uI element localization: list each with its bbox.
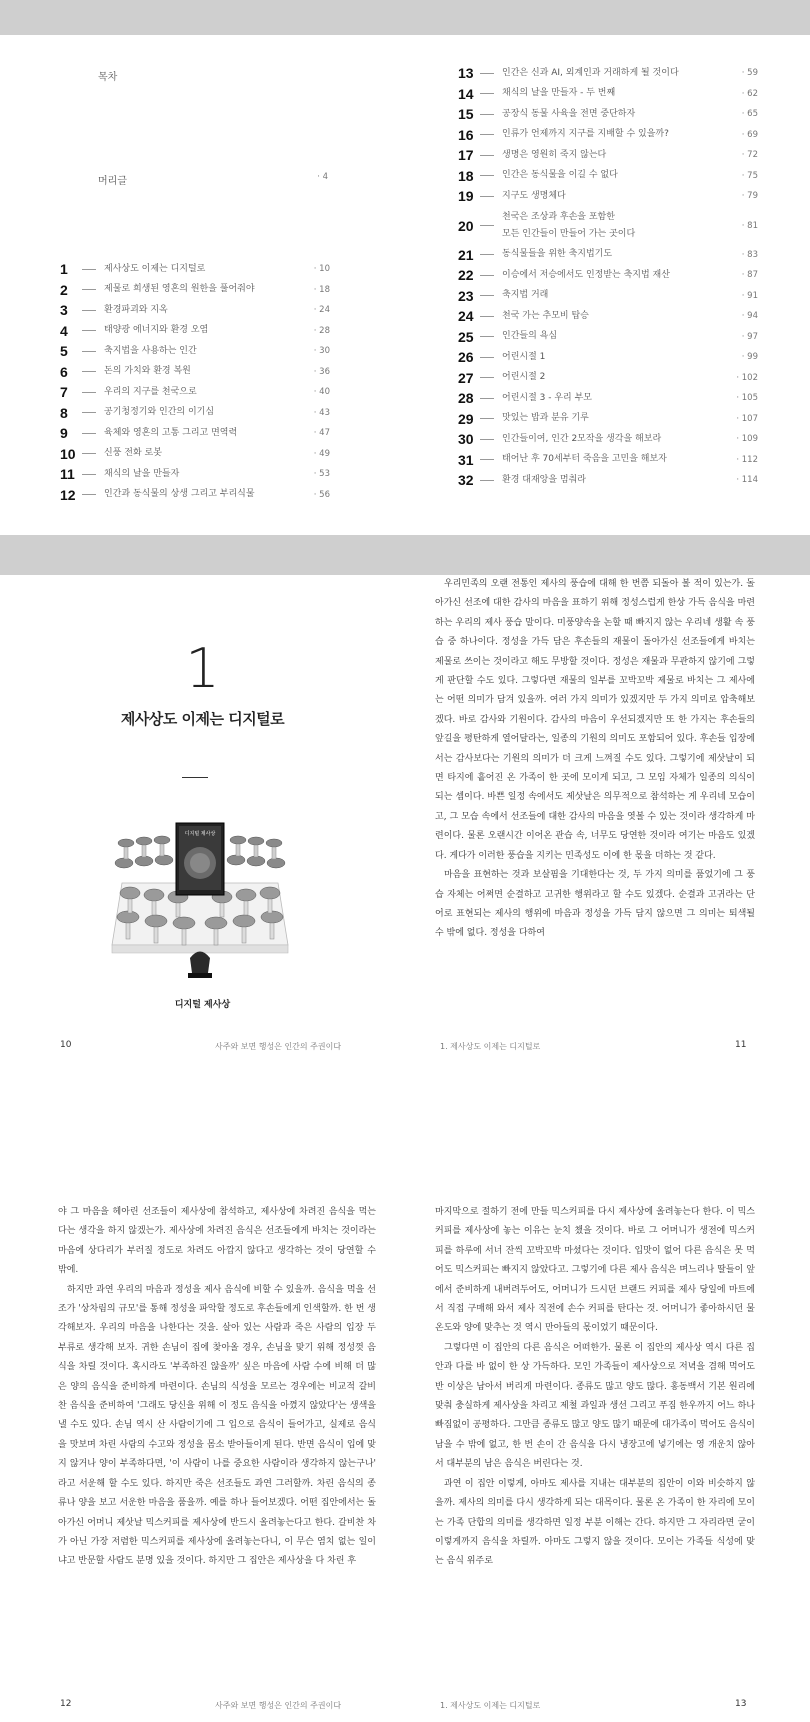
toc-leader-dash (480, 196, 494, 197)
toc-leader-dash (480, 398, 494, 399)
toc-entry[interactable] (458, 306, 758, 327)
toc-leader-dash (480, 134, 494, 135)
toc-entry-number: 11 (60, 466, 75, 483)
toc-entry-title-line: 제물로 희생된 영혼의 원한을 풀어줘야 (104, 284, 255, 295)
toc-entry-page: · 18 (313, 284, 330, 295)
toc-entry-title-line: 모든 인간들이 만들어 가는 곳이다 (502, 228, 636, 239)
toc-list-right (458, 63, 758, 491)
toc-entry-title-line: 육체와 영혼의 고통 그리고 면역력 (104, 427, 238, 438)
toc-entry[interactable] (458, 286, 758, 307)
toc-entry-number: 7 (60, 384, 68, 401)
toc-leader-dash (480, 295, 494, 296)
toc-entry-title-line: 인간은 신과 AI, 외계인과 거래하게 될 것이다 (502, 67, 679, 78)
toc-entry[interactable] (458, 265, 758, 286)
toc-entry-page: · 56 (313, 489, 330, 500)
toc-entry-title (502, 167, 728, 184)
toc-entry-page: · 62 (741, 88, 758, 99)
toc-entry-page: · 112 (736, 454, 758, 465)
toc-entry-number: 26 (458, 349, 474, 366)
toc-entry-title-line: 맛있는 밥과 분유 기루 (502, 413, 589, 424)
toc-entry-title-line: 축지법을 사용하는 인간 (104, 345, 197, 356)
toc-entry[interactable] (60, 423, 330, 444)
toc-entry-page: · 114 (736, 475, 758, 486)
toc-entry-page: · 49 (313, 448, 330, 459)
toc-entry-page: · 28 (313, 325, 330, 336)
body-paragraph: 그렇다면 이 집안의 다른 음식은 어떠한가. 물론 이 집안의 제사상 역시 다른 집안과 다를 바 없이 한 상 가득하다. 모인 가족들이 제사상으로 저녁을 겸해 먹어도 반 이상은 남아서 버리게 마련이다. 종류도 많고 양도 많다. 홍동백서 기본 원리에 맞춰 충실하게 제사상을 차리고 제철 과일과 생선 그리고 푸짐 한우까지 어느 하나 빠짐없이 공평하다. 그만큼 종류도 많고 양도 많기 때문에 대가족이 먹어도 음식이 남을 수 밖에 없고, 한 번 손이 간 음식을 다시 냉장고에 넣기에는 영 개운치 않아서 대부분의 남은 음식은 버린다는 것. (435, 1342, 755, 1470)
toc-entry-title (502, 85, 728, 102)
toc-entry-title-line: 천국은 조상과 후손을 포함한 (502, 211, 615, 222)
toc-entry[interactable] (458, 327, 758, 348)
toc-entry[interactable] (60, 444, 330, 465)
toc-entry-page: · 105 (736, 393, 758, 404)
toc-entry[interactable] (458, 245, 758, 266)
toc-entry-title (104, 261, 300, 278)
screen-label: 디지털 제사상 (184, 831, 216, 837)
toc-entry-title (502, 410, 728, 427)
toc-entry-number: 8 (60, 404, 68, 421)
toc-left-page (0, 35, 405, 535)
toc-entry-title-line: 인류가 언제까지 지구를 지배할 수 있을까? (502, 129, 669, 140)
page-number-10: 10 (60, 1040, 72, 1050)
toc-entry-number: 16 (458, 126, 474, 143)
toc-entry-number: 21 (458, 246, 474, 263)
page-number-11: 11 (735, 1040, 747, 1050)
toc-heading: 목차 (98, 72, 118, 83)
toc-entry-page: · 24 (313, 305, 330, 316)
toc-entry-title-line: 축지법 거래 (502, 290, 549, 301)
toc-entry-page: · 43 (313, 407, 330, 418)
toc-leader-dash (82, 269, 96, 270)
toc-leader-dash (82, 474, 96, 475)
toc-entry-number: 24 (458, 308, 474, 325)
body-paragraph: 마음을 표현하는 것과 보살핌을 기대한다는 것, 두 가지 의미를 품었기에 그 풍습 자체는 어쩌면 순결하고 고귀한 행위라고 할 수도 있겠다. 순결과 고귀라는 단어로 표현되는 제사의 행위에 마음과 정성을 가득 담지 않으면 그 의미는 퇴색될 수 밖에 없다. 정성을 다하여 (435, 870, 755, 939)
toc-entry-title-line: 환경파괴와 지옥 (104, 304, 168, 315)
toc-entry-page: · 109 (736, 434, 758, 445)
toc-entry-title (502, 390, 728, 407)
toc-entry[interactable] (60, 464, 330, 485)
toc-entry-page: · 75 (741, 170, 758, 181)
toc-entry-number: 4 (60, 322, 68, 339)
toc-entry-number: 25 (458, 328, 474, 345)
toc-entry-page: · 72 (741, 150, 758, 161)
toc-entry-number: 12 (60, 486, 76, 503)
page-12 (0, 1125, 405, 1722)
toc-entry-title (502, 188, 728, 205)
toc-entry[interactable] (60, 485, 330, 506)
toc-right-page (405, 35, 810, 535)
toc-entry-number: 23 (458, 287, 474, 304)
toc-leader-dash (82, 330, 96, 331)
toc-entry-number: 2 (60, 281, 68, 298)
toc-leader-dash (480, 480, 494, 481)
toc-entry-number: 3 (60, 302, 68, 319)
toc-leader-dash (82, 453, 96, 454)
toc-entry[interactable] (458, 470, 758, 491)
page-10 (0, 575, 405, 1125)
page-11-body (435, 575, 755, 944)
top-gap (0, 0, 810, 35)
toc-entry-title-line: 어린시절 3 - 우리 부모 (502, 392, 592, 403)
toc-entry[interactable] (458, 347, 758, 368)
toc-entry[interactable] (458, 429, 758, 450)
toc-entry-title (502, 246, 728, 263)
toc-entry-title-line: 신풍 전화 로봇 (104, 448, 162, 459)
toc-leader-dash (82, 433, 96, 434)
toc-leader-dash (480, 439, 494, 440)
toc-entry-title-line: 어린시절 2 (502, 372, 546, 383)
toc-entry-title (104, 404, 300, 421)
text-spread (0, 1125, 810, 1722)
toc-entry-number: 13 (458, 65, 474, 82)
toc-entry[interactable] (60, 403, 330, 424)
toc-entry-title-line: 환경 대재앙을 멈춰라 (502, 474, 586, 485)
toc-entry-title (104, 486, 300, 503)
toc-entry-title-line: 공기청정기와 인간의 이기심 (104, 407, 215, 418)
toc-entry-title-line: 생명은 영원히 죽지 않는다 (502, 149, 607, 160)
toc-entry-number: 28 (458, 390, 474, 407)
running-footer-12: 사주와 보면 행성은 인간의 주권이다 (215, 1701, 342, 1710)
toc-entry-page: · 97 (741, 331, 758, 342)
toc-entry-title-line: 어린시절 1 (502, 351, 546, 362)
toc-entry-title (502, 287, 728, 304)
toc-entry-title (104, 302, 300, 319)
toc-entry-number: 9 (60, 425, 68, 442)
toc-entry-title (502, 431, 728, 448)
chapter-divider (182, 777, 208, 778)
toc-entry-number: 32 (458, 472, 474, 489)
toc-leader-dash (480, 459, 494, 460)
toc-entry[interactable] (458, 450, 758, 471)
toc-entry-number: 18 (458, 167, 474, 184)
toc-entry[interactable] (60, 321, 330, 342)
toc-entry-page: · 102 (736, 372, 758, 383)
toc-leader-dash (480, 93, 494, 94)
toc-leader-dash (82, 310, 96, 311)
toc-entry-title (104, 466, 300, 483)
toc-entry[interactable] (60, 362, 330, 383)
toc-entry-page: · 30 (313, 346, 330, 357)
toc-leader-dash (480, 114, 494, 115)
toc-entry-title-line: 제사상도 이제는 디지털로 (104, 263, 206, 274)
toc-entry-title (502, 328, 728, 345)
toc-entry[interactable] (458, 63, 758, 84)
toc-leader-dash (82, 351, 96, 352)
toc-entry[interactable] (458, 207, 758, 245)
toc-leader-dash (480, 275, 494, 276)
toc-entry[interactable] (60, 259, 330, 280)
toc-entry-page: · 79 (741, 191, 758, 202)
toc-entry-number: 15 (458, 106, 474, 123)
toc-entry-number: 14 (458, 85, 474, 102)
chapter-number: 1 (185, 637, 220, 700)
toc-entry-title (104, 281, 300, 298)
toc-entry[interactable] (458, 368, 758, 389)
toc-entry-page: · 83 (741, 249, 758, 260)
toc-entry[interactable] (458, 409, 758, 430)
middle-gap (0, 535, 810, 575)
toc-leader-dash (480, 418, 494, 419)
toc-entry-title (502, 451, 728, 468)
toc-leader-dash (480, 377, 494, 378)
page-12-body (58, 1203, 376, 1572)
body-paragraph: 마지막으로 절하기 전에 만들 믹스커피를 다시 제사상에 올려놓는다 한다. 이 믹스커피를 제사상에 놓는 이유는 눈치 챘을 것이다. 바로 그 어머니가 생전에 믹스커피를 하루에 서너 잔씩 꼬박꼬박 마셨다는 것이다. 입맛이 없어 다른 음식은 못 먹어도 믹스커피는 빠지지 않았다고. 그렇기에 다른 제사 음식은 며느리나 딸들이 앞에서 준비하게 내버려두어도, 어머니가 드시던 브랜드 커피를 제사 당일에 마트에서 직접 구매해 와서 제사 직전에 손수 커피를 탄다는 것. 어머니가 좋아하시던 물 온도와 양에 맞추는 것 역시 만아들의 몫이었기 때문이다. (435, 1207, 755, 1334)
body-paragraph: 우리민족의 오랜 전통인 제사의 풍습에 대해 한 번쯤 되돌아 볼 적이 있는가. 돌아가신 선조에 대한 감사의 마음을 표하기 위해 정성스럽게 한상 가득 음식을 마련하는 우리의 제사 풍습 말이다. 미풍양속을 논할 때 빠지지 않는 우리네 생활 속 풍습 중 하나이다. 정성을 가득 담은 후손들의 재물이 돌아가신 선조들에게 바치는 제물로 쓰이는 것이라고 해도 무방할 것이다. 정성은 재물과 무관하지 않기에 그렇게 판단할 수도 있다. 그렇다면 재물의 일부를 꼬박꼬박 제물로 바치는 그 제사에는 어떤 의미가 담겨 있을까. 여러 가지 의미가 있겠지만 두 가지 의미로 압축해보겠다. 바로 감사와 기원이다. 감사의 마음이 우선되겠지만 또 한 가지는 후손들의 앞길을 평탄하게 열어달라는, 일종의 기원의 의미도 포함되어 있다. 후손들 입장에서는 감사보다는 기원의 의미가 더 크게 느껴질 수도 있다. 그렇기에 제삿날이 되면 타지에 흩어진 온 가족이 한 곳에 모이게 되고, 그 모임 자체가 일종의 의식이 되는 셈이다. 바쁜 일정 속에서도 제삿날은 의무적으로 참석하는 게 우리네 모습이고, 그 모습 속에서 선조들에 대한 감사의 마음을 엿볼 수 있는 것이라 생각하게 마련이다. 물론 오랜시간 이어온 관습 속, 너무도 당연한 것이라 여기는 마음도 있겠다. 게다가 이러한 풍습을 지키는 민족성도 이에 한 몫을 더하는 것 같다. (435, 579, 755, 861)
toc-leader-dash (480, 175, 494, 176)
running-footer-10: 사주와 보면 행성은 인간의 주권이다 (215, 1042, 342, 1051)
preface-label: 머리글 (98, 176, 127, 187)
toc-entry[interactable] (458, 125, 758, 146)
toc-entry-title (502, 349, 728, 366)
toc-entry-page: · 40 (313, 387, 330, 398)
toc-entry-page: · 47 (313, 428, 330, 439)
toc-entry-title-line: 태양광 에너지와 환경 오염 (104, 325, 209, 336)
toc-entry-title (104, 384, 300, 401)
toc-entry-title-line: 동식물들을 위한 축지법기도 (502, 249, 613, 260)
chapter-title: 제사상도 이제는 디지털로 (120, 710, 285, 728)
toc-leader-dash (480, 225, 494, 226)
toc-entry-title-line: 지구도 생명체다 (502, 190, 566, 201)
toc-entry-title (502, 147, 728, 164)
toc-entry-title-line: 채식의 날을 만들자 (104, 468, 180, 479)
toc-entry-number: 17 (458, 147, 474, 164)
digital-ancestral-table-illustration (110, 813, 290, 983)
toc-entry[interactable] (60, 300, 330, 321)
toc-entry[interactable] (458, 388, 758, 409)
toc-entry-title-line: 돈의 가치와 환경 복원 (104, 366, 191, 377)
toc-entry-number: 27 (458, 369, 474, 386)
illustration-caption: 디지털 제사상 (174, 1000, 231, 1010)
toc-entry-title-line: 인간은 동식물을 이길 수 없다 (502, 170, 618, 181)
toc-entry-number: 22 (458, 267, 474, 284)
toc-entry-title (104, 363, 300, 380)
toc-entry[interactable] (458, 186, 758, 207)
toc-entry-title-line: 인간들이여, 인간 2모작을 생각을 해보라 (502, 433, 662, 444)
toc-entry-number: 5 (60, 343, 68, 360)
toc-entry[interactable] (60, 382, 330, 403)
page-11 (405, 575, 810, 1125)
toc-leader-dash (82, 289, 96, 290)
toc-entry-title (502, 472, 728, 489)
toc-entry-page: · 99 (741, 352, 758, 363)
toc-entry-title (502, 106, 728, 123)
toc-entry-page: · 91 (741, 290, 758, 301)
toc-entry-page: · 59 (741, 68, 758, 79)
toc-entry-page: · 65 (741, 109, 758, 120)
toc-entry-number: 6 (60, 363, 68, 380)
toc-entry-number: 19 (458, 188, 474, 205)
page-13-body (435, 1203, 755, 1572)
toc-entry-page: · 81 (741, 220, 758, 231)
toc-leader-dash (82, 371, 96, 372)
toc-entry-title (502, 308, 728, 325)
page-13 (405, 1125, 810, 1722)
preface-page: · 4 (317, 172, 328, 182)
toc-entry-number: 30 (458, 431, 474, 448)
toc-entry[interactable] (458, 84, 758, 105)
toc-entry-title (502, 267, 728, 284)
toc-entry-page: · 53 (313, 469, 330, 480)
toc-entry-title (104, 343, 300, 360)
toc-entry-number: 31 (458, 451, 474, 468)
toc-leader-dash (480, 73, 494, 74)
toc-leader-dash (82, 412, 96, 413)
running-footer-13: 1. 제사상도 이제는 디지털로 (440, 1701, 541, 1710)
toc-entry[interactable] (458, 104, 758, 125)
toc-leader-dash (480, 336, 494, 337)
toc-entry-title (104, 425, 300, 442)
toc-entry-page: · 36 (313, 366, 330, 377)
toc-entry-number: 1 (60, 261, 68, 278)
toc-entry[interactable] (60, 341, 330, 362)
body-paragraph: 야 그 마음을 헤아린 선조들이 제사상에 참석하고, 제사상에 차려진 음식을 먹는다는 생각을 하지 않겠는가. 제사상에 차려진 음식은 선조들에게 바치는 것이라는 마음에 상다리가 부러질 정도로 차려도 아깝지 않다고 생각하는 것이 당연할 수 밖에. (58, 1207, 376, 1276)
toc-entry-title-line: 이승에서 저승에서도 인정받는 축지법 재산 (502, 269, 670, 280)
toc-entry-title (104, 322, 300, 339)
toc-entry-title (502, 126, 728, 143)
page-number-12: 12 (60, 1699, 72, 1709)
toc-spread (0, 35, 810, 535)
toc-preface[interactable] (98, 172, 328, 187)
toc-entry[interactable] (458, 166, 758, 187)
toc-leader-dash (480, 155, 494, 156)
toc-entry[interactable] (60, 280, 330, 301)
toc-entry-title-line: 천국 가는 추모비 탑승 (502, 310, 589, 321)
toc-entry-title-line: 인간과 동식물의 상생 그리고 부리식물 (104, 489, 255, 500)
toc-entry-title (502, 209, 728, 243)
toc-entry-page: · 10 (313, 264, 330, 275)
toc-entry-title-line: 태어난 후 70세부터 죽음을 고민을 해보자 (502, 454, 667, 465)
toc-entry-number: 29 (458, 410, 474, 427)
running-footer-11: 1. 제사상도 이제는 디지털로 (440, 1042, 541, 1051)
toc-entry-number: 10 (60, 445, 76, 462)
toc-entry-page: · 69 (741, 129, 758, 140)
toc-leader-dash (480, 254, 494, 255)
toc-entry-title (502, 65, 728, 82)
toc-entry-title-line: 공장식 동물 사육을 전면 중단하자 (502, 108, 636, 119)
toc-entry-title (502, 369, 728, 386)
chapter-spread (0, 575, 810, 1125)
toc-leader-dash (82, 494, 96, 495)
toc-entry-number: 20 (458, 217, 474, 234)
toc-entry-page: · 94 (741, 311, 758, 322)
toc-leader-dash (480, 357, 494, 358)
toc-leader-dash (82, 392, 96, 393)
toc-entry-page: · 87 (741, 270, 758, 281)
toc-entry-title-line: 우리의 지구를 천국으로 (104, 386, 197, 397)
toc-list-left (60, 259, 330, 505)
toc-entry-title-line: 채식의 날을 만들자 - 두 번째 (502, 88, 616, 99)
toc-entry-page: · 107 (736, 413, 758, 424)
body-paragraph: 과연 이 집안 이렇게, 아마도 제사를 지내는 대부분의 집안이 이와 비슷하지 않을까. 제사의 의미를 다시 생각하게 되는 대목이다. 물론 온 가족이 한 자리에 모이는 가족 단합의 의미를 생각하면 일정 부분 이해는 간다. 하지만 그 자리라면 굳이 이렇게까지 음식을 차릴까. 아마도 그렇지 않을 것이다. 모이는 가족들 식성에 맞는 음식 위주로 (435, 1478, 755, 1567)
page-number-13: 13 (735, 1699, 747, 1709)
toc-leader-dash (480, 316, 494, 317)
toc-entry-title (104, 445, 300, 462)
body-paragraph: 하지만 과연 우리의 마음과 정성을 제사 음식에 비할 수 있을까. 음식을 먹을 선조가 '상차림의 규모'를 통해 정성을 파악할 정도로 후손들에게 인색할까. 한 번 생각해보자. 우리의 마음을 나한다는 것을. 살아 있는 사람과 죽은 사람의 입장 두 부류로 생각해 보자. 귀한 손님이 집에 찾아올 경우, 손님을 맞기 위해 정성껏 음식을 차릴 것이다. 혹시라도 '부족하진 않을까' 싶은 마음에 사람 수에 비해 더 많은 양의 음식을 준비하게 마련이다. 손님의 식성을 모르는 경우에는 비교적 갈비찬 음식을 준비하여 '그래도 당신을 위해 이 정도 음식을 아꼈지 않았다'는 생색을 낼 수도 있다. 손님 역시 산 사람이기에 그 입으로 음식이 들어가고, 실제로 음식을 맛보며 차린 사람의 수고와 정성을 몸소 받아들이게 된다. 반면 음식이 입에 맞지 않거나 양이 부족하다면, '이 사람이 나를 중요한 사람이라 생각하지 않는구나' 라고 서운해 할 수도 있다. 하지만 죽은 선조들도 과연 그러할까. 차린 음식의 종류나 양을 보고 서운한 마음을 품을까. 예를 하나 들어보겠다. 어떤 집안에서는 돌아가신 어머니 제삿날 믹스커피를 제사상에 반드시 올려놓는다고 한다. 갈비찬 차가 아닌 가장 저렴한 믹스커피를 제사상에 올려놓는다니, 이 무슨 염치 없는 일이냐고 반문할 사람도 분명 있을 것이다. 하지만 그 집안은 제사상을 다 차린 후 (58, 1284, 376, 1567)
toc-entry-title-line: 인간들의 욕심 (502, 331, 558, 342)
toc-entry[interactable] (458, 145, 758, 166)
